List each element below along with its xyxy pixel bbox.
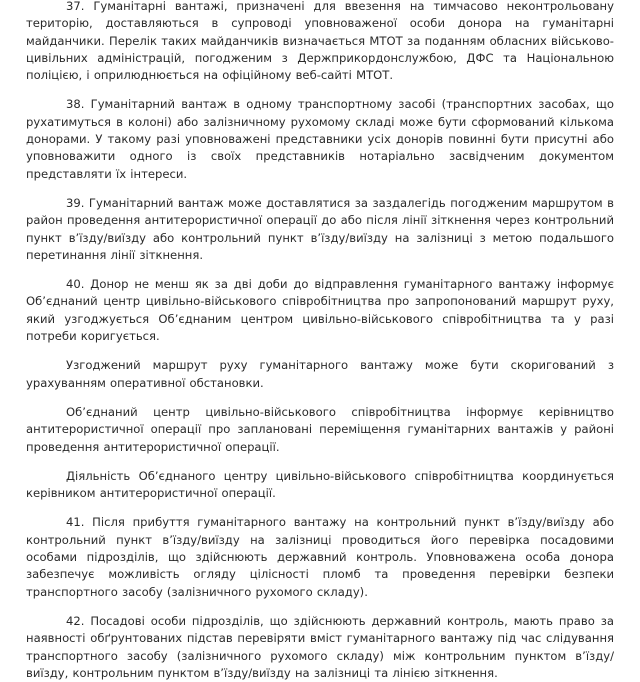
paragraph-40-center-coordination: Діяльність Об’єднаного центру цивільно-військового співробітництва координується керівником антитерористичної операції. [26,468,614,501]
paragraph-37: 37. Гуманітарні вантажі, призначені для ввезення на тимчасово неконтрольовану територію, доставляються в супроводі уповноваженої особи донора на гуманітарні майданчики. Перелік таких майданчиків визначається МТОТ за поданням обласних військово-цивільних адміністрацій, погодженим з Держприкордонслужбою, ДФС та Національною поліцією, і оприлюднюється на офіційному веб-сайті МТОТ. [26,0,614,83]
paragraph-38: 38. Гуманітарний вантаж в одному транспортному засобі (транспортних засобах, що рухатимуться в колоні) або залізничному рухомому складі може бути сформований кількома донорами. У такому разі уповноважені представники усіх донорів повинні бути присутні або уповноважити одного із своїх представників нотаріально засвідченим документом представляти їх інтереси. [26,97,614,181]
paragraph-42: 42. Посадові особи підрозділів, що здійснюють державний контроль, мають право за наявності обґрунтованих підстав перевіряти вміст гуманітарного вантажу під час слідування транспортного засобу (залізничного рухомого складу) між контрольним пунктом в’їзду/виїзду, контрольним пунктом в’їзду/виїзду на залізниці та лінією зіткнення. [26,613,614,680]
paragraph-40-center-informs: Об’єднаний центр цивільно-військового співробітництва інформує керівництво антитерористичної операції про заплановані переміщення гуманітарних вантажів у районі проведення антитерористичної операції. [26,404,614,454]
paragraph-40-route-adjustment: Узгоджений маршрут руху гуманітарного вантажу може бути скоригований з урахуванням оперативної обстановки. [26,358,614,390]
paragraph-41: 41. Після прибуття гуманітарного вантажу на контрольний пункт в’їзду/виїзду або контрольний пункт в’їзду/виїзду на залізниці проводиться його перевірка посадовими особами підрозділів, що здійснюють державний контроль. Уповноважена особа донора забезпечує можливість огляду цілісності пломб та проведення перевірки безпеки транспортного засобу (залізничного рухомого складу). [26,515,614,599]
paragraph-39: 39. Гуманітарний вантаж може доставлятися за заздалегідь погодженим маршрутом в район проведення антитерористичної операції до або після лінії зіткнення через контрольний пункт в’їзду/виїзду або контрольний пункт в’їзду/виїзду на залізниці з метою подальшого перетинання лінії зіткнення. [26,195,614,262]
paragraph-40: 40. Донор не менш як за дві доби до відправлення гуманітарного вантажу інформує Об’єднаний центр цивільно-військового співробітництва про запропонований маршрут руху, який узгоджується Об’єднаним центром цивільно-військового співробітництва та у разі потреби коригується. [26,277,614,344]
